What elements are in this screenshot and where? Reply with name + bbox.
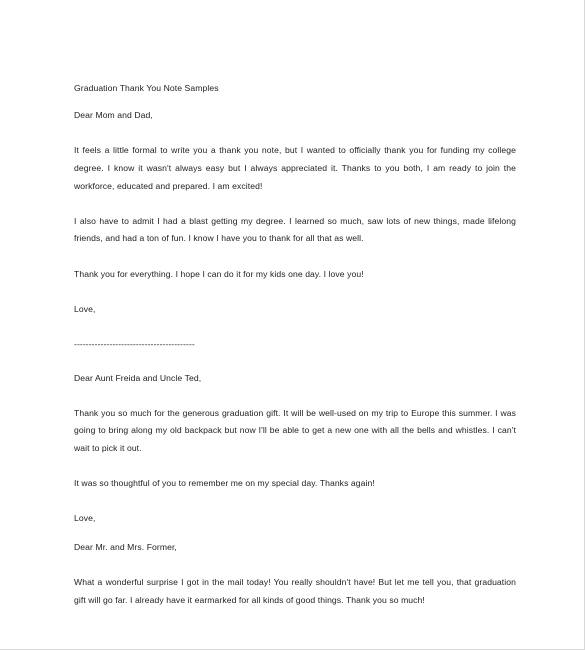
document-body [74, 80, 516, 627]
letter-3-salutation: Dear Mr. and Mrs. Former, [74, 541, 177, 552]
letter-1-paragraph-3: Thank you for everything. I hope I can do it for my kids one day. I love you! [74, 268, 364, 279]
letter-2-paragraph-1: Thank you so much for the generous graduation gift. It will be well-used on my trip to Europe this summer. I was going to bring along my old backpack but now I'll be able to get a new one with all the bells and whistles. I can't wait to pick it out. [74, 407, 516, 453]
letter-2-closing: Love, [74, 513, 96, 524]
letter-2-salutation: Dear Aunt Freida and Uncle Ted, [74, 372, 202, 383]
letter-2-paragraph-2: It was so thoughtful of you to remember me on my special day. Thanks again! [74, 478, 375, 489]
letter-3-paragraph-1: What a wonderful surprise I got in the mail today! You really shouldn't have! But let me tell you, that graduation gift will go far. I already have it earmarked for all kinds of good things. Thank you so much! [74, 577, 516, 605]
letter-1-closing: Love, [74, 303, 96, 314]
letter-1-salutation: Dear Mom and Dad, [74, 110, 153, 121]
section-divider: ----------------------------------------- [74, 338, 195, 349]
letter-1-paragraph-2: I also have to admit I had a blast getting my degree. I learned so much, saw lots of new things, made lifelong friends, and had a ton of fun. I know I have you to thank for all that as well. [74, 215, 516, 244]
letter-1-paragraph-1: It feels a little formal to write you a thank you note, but I wanted to officially thank you for funding my college degree. I know it wasn't always easy but I always appreciated it. Thanks to you both, I am ready to join the workforce, educated and prepared. I am excited! [74, 145, 516, 191]
document-title: Graduation Thank You Note Samples [74, 83, 219, 93]
